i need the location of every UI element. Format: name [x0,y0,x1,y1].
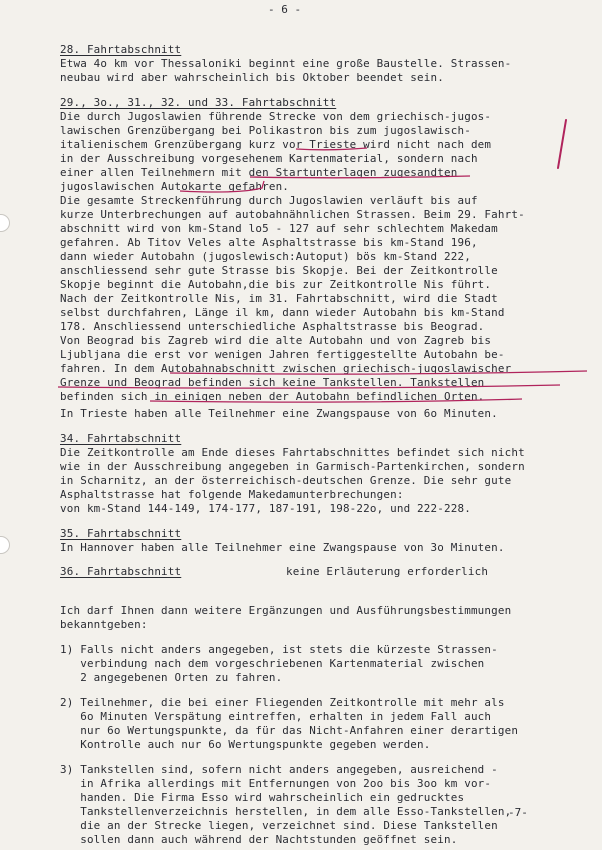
section-28-line: neubau wird aber wahrscheinlich bis Oktober beendet sein. [60,71,444,84]
list-item-3-line: in Afrika allerdings mit Entfernungen von 2oo bis 3oo km vor- [60,777,492,790]
section-29-line: Nach der Zeitkontrolle Nis, im 31. Fahrtabschnitt, wird die Stadt [60,292,498,305]
page-number: - 6 - [268,3,302,16]
section-34-line: in Scharnitz, an der österreichisch-deutschen Grenze. Die sehr gute [60,474,512,487]
list-item-2-line: 2) Teilnehmer, die bei einer Fliegenden Zeitkontrolle mit mehr als [60,696,505,709]
section-29-33-heading: 29., 3o., 31., 32. und 33. Fahrtabschnitt [60,96,337,109]
punch-hole-bottom [0,536,10,554]
section-29-line: Von Beograd bis Zagreb wird die alte Autobahn und von Zagreb bis [60,334,492,347]
section-34-line: Asphaltstrasse hat folgende Makedamunterbrechungen: [60,488,404,501]
section-35-line: In Hannover haben alle Teilnehmer eine Zwangspause von 3o Minuten. [60,541,505,554]
list-item-1-line: verbindung nach dem vorgeschriebenen Kartenmaterial zwischen [60,657,485,670]
section-36-note: keine Erläuterung erforderlich [286,565,489,578]
list-item-2-line: Kontrolle auch nur 6o Wertungspunkte gegeben werden. [60,738,431,751]
list-item-3-line: die an der Strecke liegen, verzeichnet sind. Diese Tankstellen [60,819,498,832]
list-item-2-line: 6o Minuten Verspätung eintreffen, erhalten in jedem Fall auch [60,710,492,723]
section-29-line: einer allen Teilnehmern mit den Startunterlagen zugesandten [60,166,458,179]
section-29-line: In Trieste haben alle Teilnehmer eine Zwangspause von 6o Minuten. [60,407,498,420]
section-35-heading: 35. Fahrtabschnitt [60,527,182,540]
section-29-line: 178. Anschliessend unterschiedliche Asphaltstrasse bis Beograd. [60,320,485,333]
list-item-1-line: 1) Falls nicht anders angegeben, ist stets die kürzeste Strassen- [60,643,498,656]
intro-line: Ich darf Ihnen dann weitere Ergänzungen und Ausführungsbestimmungen [60,604,512,617]
section-29-line: Grenze und Beograd befinden sich keine Tankstellen. Tankstellen [60,376,485,389]
next-page-marker: -7- [508,806,528,819]
list-item-3-line: sollen dann auch während der Nachtstunden geöffnet sein. [60,833,458,846]
list-item-3-line: 3) Tankstellen sind, sofern nicht anders angegeben, ausreichend - [60,763,498,776]
section-29-line: italienischem Grenzübergang kurz vor Trieste wird nicht nach dem [60,138,492,151]
margin-check-stroke [558,120,566,168]
section-34-line: von km-Stand 144-149, 174-177, 187-191, 198-22o, und 222-228. [60,502,471,515]
section-29-line: befinden sich in einigen neben der Autobahn befindlichen Orten. [60,390,485,403]
intro-line: bekanntgeben: [60,618,148,631]
section-28-heading: 28. Fahrtabschnitt [60,43,182,56]
section-34-heading: 34. Fahrtabschnitt [60,432,182,445]
punch-hole-top [0,214,10,232]
section-29-line: dann wieder Autobahn (jugoslewisch:Autoput) bös km-Stand 222, [60,250,471,263]
section-36-heading: 36. Fahrtabschnitt [60,565,182,578]
section-29-line: jugoslawischen Autokarte gefahren. [60,180,290,193]
section-29-line: anschliessend sehr gute Strasse bis Skopje. Bei der Zeitkontrolle [60,264,498,277]
section-29-line: abschnitt wird von km-Stand lo5 - 127 auf sehr schlechtem Makedam [60,222,498,235]
list-item-3-line: Tankstellenverzeichnis herstellen, in dem alle Esso-Tankstellen, [60,805,512,818]
section-29-line: gefahren. Ab Titov Veles alte Asphaltstrasse bis km-Stand 196, [60,236,478,249]
section-29-line: fahren. In dem Autobahnabschnitt zwischen griechisch-jugoslawischer [60,362,512,375]
list-item-2-line: nur 6o Wertungspunkte, da für das Nicht-Anfahren einer derartigen [60,724,519,737]
section-34-line: wie in der Ausschreibung angegeben in Garmisch-Partenkirchen, sondern [60,460,525,473]
section-29-line: in der Ausschreibung vorgesehenem Kartenmaterial, sondern nach [60,152,478,165]
section-29-line: Ljubljana die erst vor wenigen Jahren fertiggestellte Autobahn be- [60,348,505,361]
list-item-1-line: 2 angegebenen Orten zu fahren. [60,671,283,684]
section-29-line: Skopje beginnt die Autobahn,die bis zur Zeitkontrolle Nis führt. [60,278,492,291]
section-29-line: kurze Unterbrechungen auf autobahnähnlichen Strassen. Beim 29. Fahrt- [60,208,525,221]
section-29-line: Die gesamte Streckenführung durch Jugoslawien verläuft bis auf [60,194,478,207]
section-34-line: Die Zeitkontrolle am Ende dieses Fahrtabschnittes befindet sich nicht [60,446,525,459]
list-item-3-line: handen. Die Firma Esso wird wahrscheinlich ein gedrucktes [60,791,465,804]
section-29-line: lawischen Grenzübergang bei Polikastron bis zum jugoslawisch- [60,124,471,137]
section-29-line: selbst durchfahren, Länge il km, dann wieder Autobahn bis km-Stand [60,306,505,319]
section-29-line: Die durch Jugoslawien führende Strecke von dem griechisch-jugos- [60,110,492,123]
section-28-line: Etwa 4o km vor Thessaloniki beginnt eine große Baustelle. Strassen- [60,57,512,70]
